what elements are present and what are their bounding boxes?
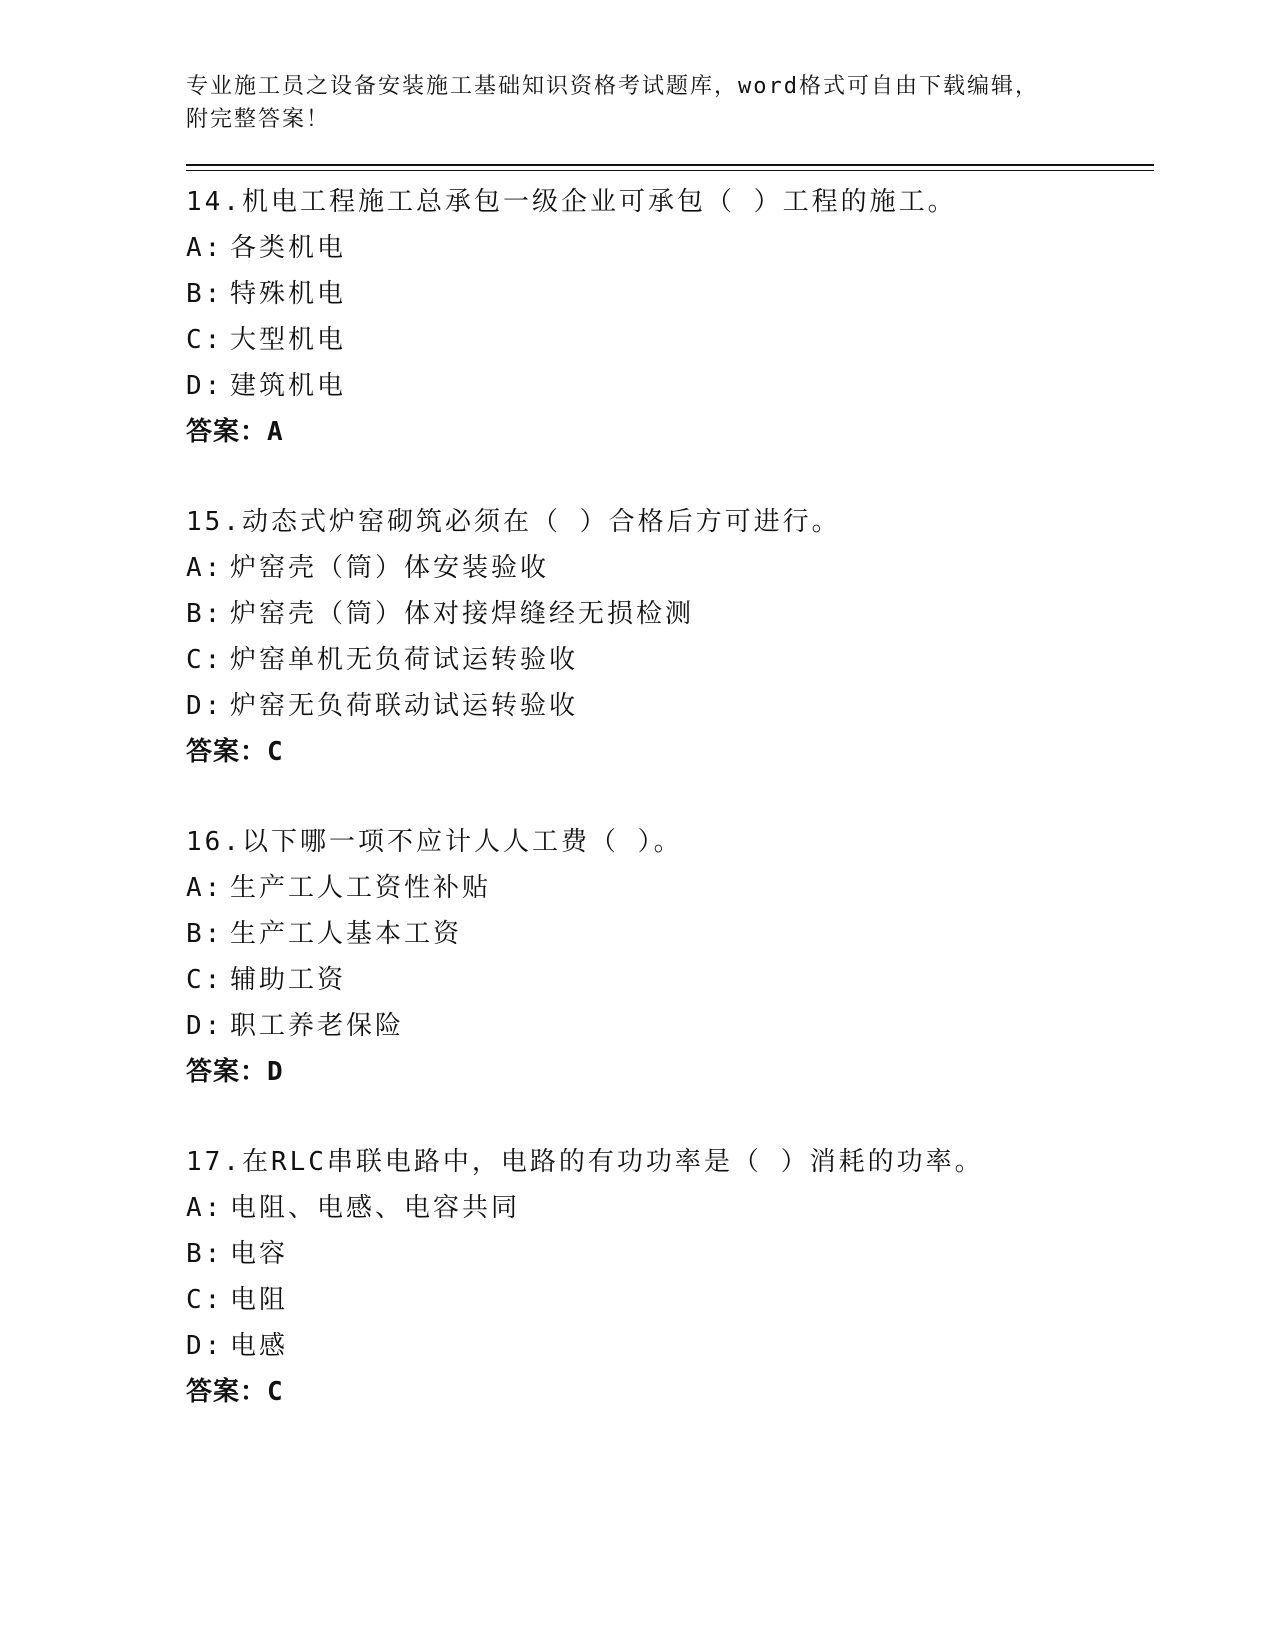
document-header bbox=[186, 70, 1154, 136]
option-key: B: bbox=[186, 919, 224, 949]
option-text: 炉窑单机无负荷试运转验收 bbox=[230, 645, 579, 675]
question-17 bbox=[186, 1139, 1154, 1415]
option-text: 炉窑壳（筒）体对接焊缝经无损检测 bbox=[230, 599, 695, 629]
option-key: D: bbox=[186, 1331, 224, 1361]
answer-label: 答案：D bbox=[186, 1057, 284, 1087]
option-key: D: bbox=[186, 371, 224, 401]
option-key: C: bbox=[186, 1285, 224, 1315]
option-key: A: bbox=[186, 233, 224, 263]
option-key: D: bbox=[186, 1011, 224, 1041]
answer-label: 答案：C bbox=[186, 737, 284, 767]
option-d bbox=[186, 1323, 1154, 1369]
option-b bbox=[186, 911, 1154, 957]
option-key: B: bbox=[186, 279, 224, 309]
option-b bbox=[186, 271, 1154, 317]
question-stem: 16.以下哪一项不应计人人工费（ ）。 bbox=[186, 827, 683, 857]
option-text: 电阻 bbox=[230, 1285, 289, 1315]
question-stem: 14.机电工程施工总承包一级企业可承包（ ）工程的施工。 bbox=[186, 187, 957, 217]
option-c bbox=[186, 317, 1154, 363]
answer-label: 答案：C bbox=[186, 1377, 284, 1407]
option-b bbox=[186, 591, 1154, 637]
option-text: 特殊机电 bbox=[230, 279, 347, 309]
question-15 bbox=[186, 499, 1154, 775]
option-text: 辅助工资 bbox=[230, 965, 347, 995]
question-stem: 15.动态式炉窑砌筑必须在（ ）合格后方可进行。 bbox=[186, 507, 841, 537]
header-line-1: 专业施工员之设备安装施工基础知识资格考试题库，word格式可自由下载编辑， bbox=[186, 74, 1039, 99]
option-c bbox=[186, 1277, 1154, 1323]
header-divider bbox=[186, 164, 1154, 171]
option-a bbox=[186, 1185, 1154, 1231]
option-a bbox=[186, 545, 1154, 591]
option-key: D: bbox=[186, 691, 224, 721]
option-text: 生产工人基本工资 bbox=[230, 919, 463, 949]
question-14 bbox=[186, 179, 1154, 455]
option-text: 建筑机电 bbox=[230, 371, 347, 401]
header-line-2: 附完整答案！ bbox=[186, 107, 331, 132]
option-text: 炉窑无负荷联动试运转验收 bbox=[230, 691, 579, 721]
option-key: A: bbox=[186, 553, 224, 583]
option-d bbox=[186, 363, 1154, 409]
option-c bbox=[186, 637, 1154, 683]
option-key: A: bbox=[186, 1193, 224, 1223]
option-key: A: bbox=[186, 873, 224, 903]
question-list bbox=[186, 179, 1154, 1415]
option-d bbox=[186, 683, 1154, 729]
option-key: B: bbox=[186, 599, 224, 629]
option-key: C: bbox=[186, 645, 224, 675]
document-page bbox=[186, 70, 1154, 1459]
option-a bbox=[186, 225, 1154, 271]
option-text: 职工养老保险 bbox=[230, 1011, 405, 1041]
option-text: 电阻、电感、电容共同 bbox=[230, 1193, 521, 1223]
option-text: 大型机电 bbox=[230, 325, 347, 355]
question-stem: 17.在RLC串联电路中，电路的有功功率是（ ）消耗的功率。 bbox=[186, 1147, 984, 1177]
answer-label: 答案：A bbox=[186, 417, 284, 447]
option-b bbox=[186, 1231, 1154, 1277]
option-text: 各类机电 bbox=[230, 233, 347, 263]
option-a bbox=[186, 865, 1154, 911]
option-text: 电感 bbox=[230, 1331, 289, 1361]
question-16 bbox=[186, 819, 1154, 1095]
option-text: 生产工人工资性补贴 bbox=[230, 873, 492, 903]
option-key: C: bbox=[186, 325, 224, 355]
option-key: B: bbox=[186, 1239, 224, 1269]
option-d bbox=[186, 1003, 1154, 1049]
option-text: 电容 bbox=[230, 1239, 289, 1269]
option-text: 炉窑壳（筒）体安装验收 bbox=[230, 553, 550, 583]
option-key: C: bbox=[186, 965, 224, 995]
option-c bbox=[186, 957, 1154, 1003]
